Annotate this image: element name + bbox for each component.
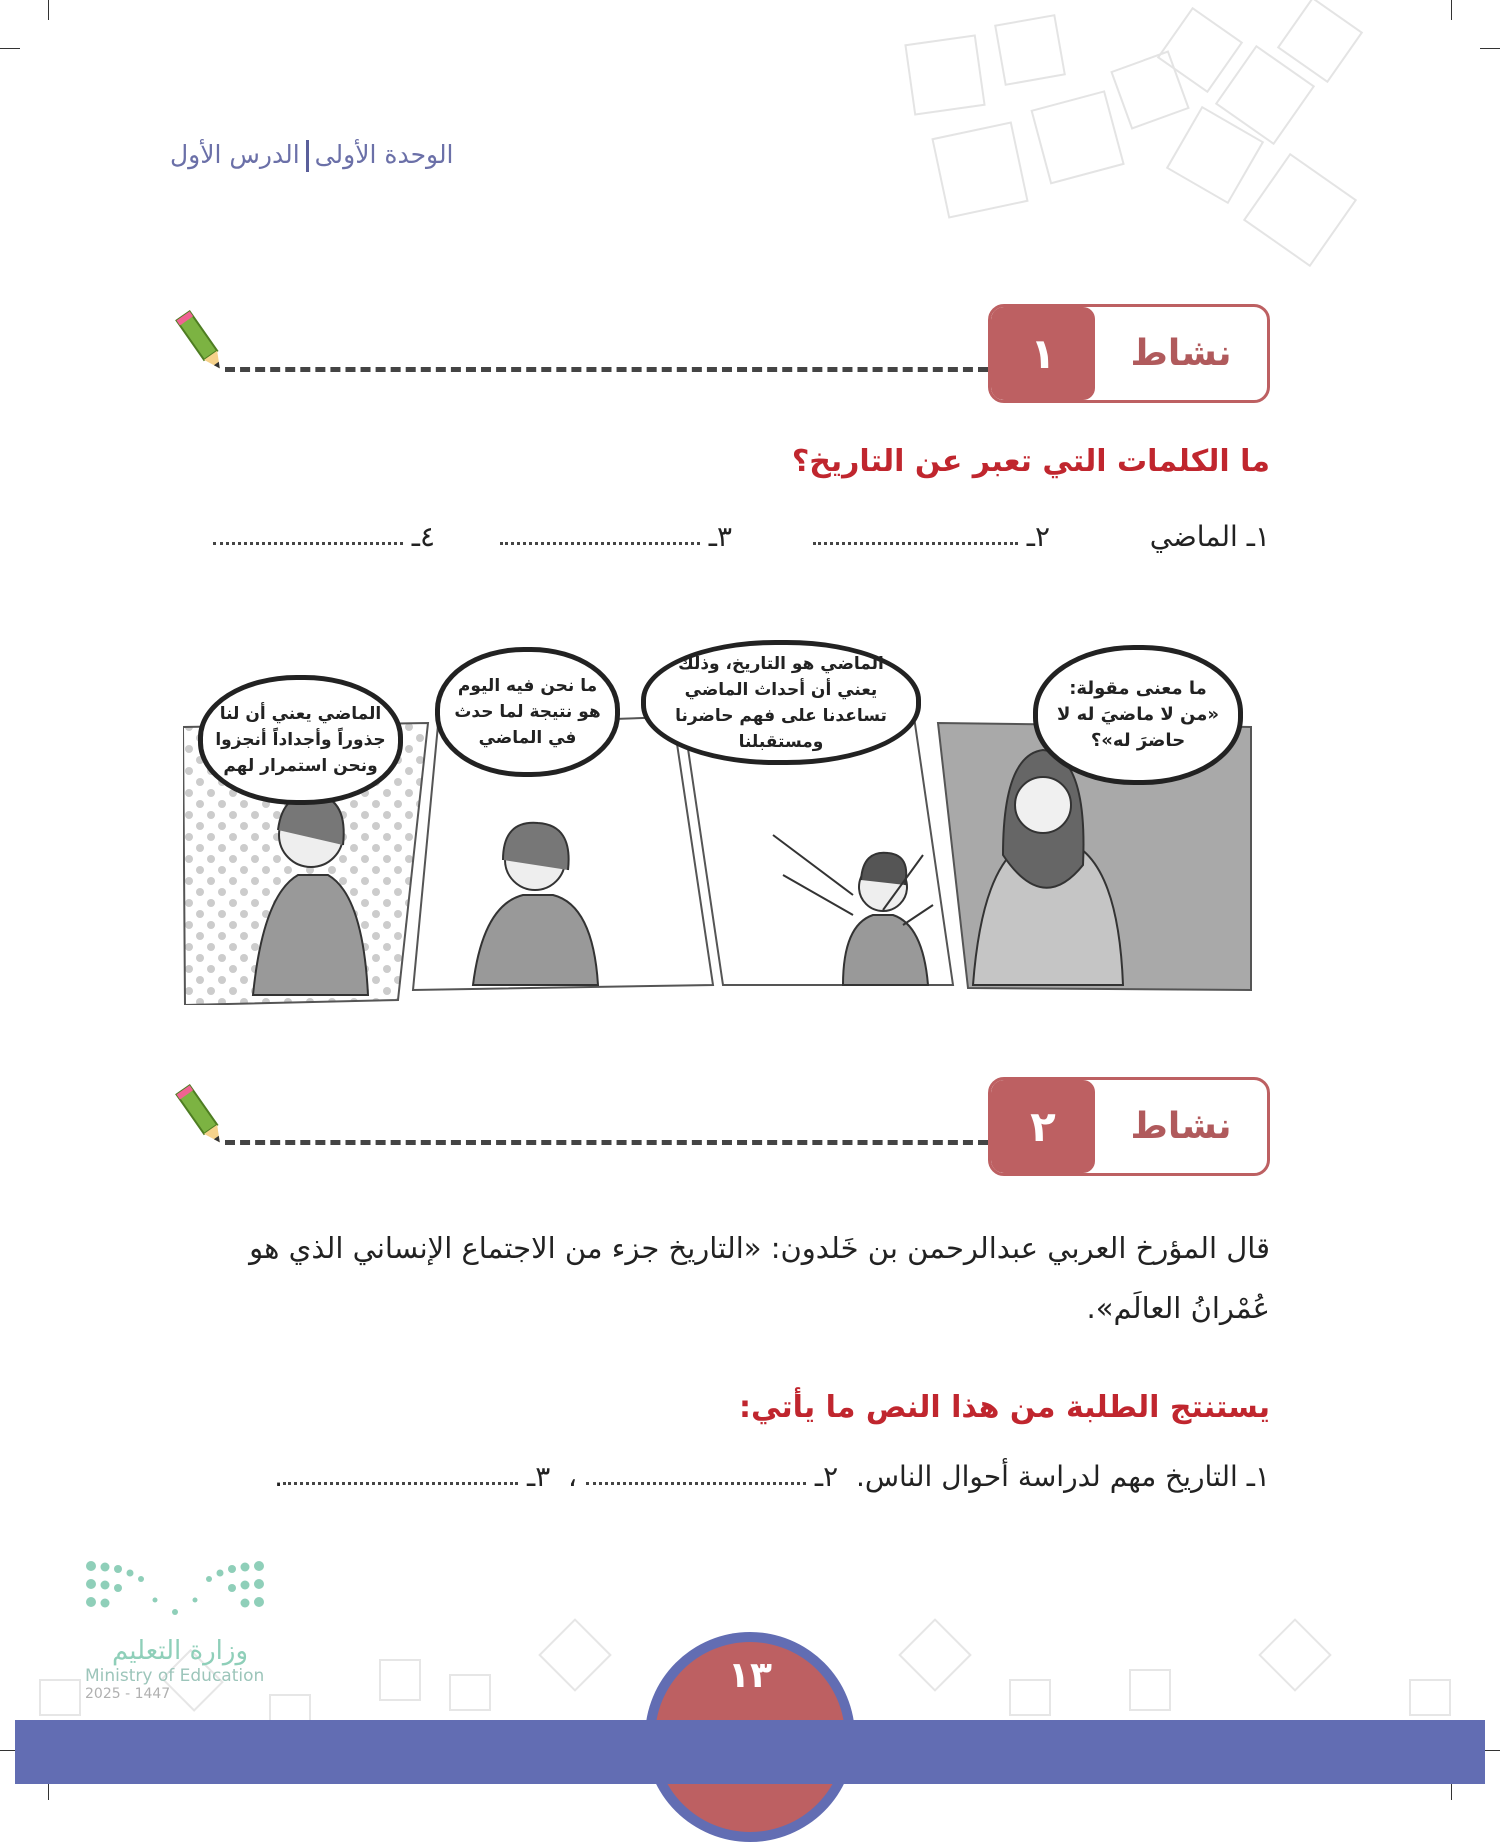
- answer-blank[interactable]: [813, 531, 1018, 545]
- dashed-line: [225, 367, 988, 372]
- activity-1-badge: [988, 304, 1270, 403]
- activity-1-question: ما الكلمات التي تعبر عن التاريخ؟: [791, 444, 1270, 479]
- crop-mark: [1480, 48, 1500, 49]
- dashed-line: [225, 1140, 988, 1145]
- speech-bubble: الماضي هو التاريخ، وذلك يعني أن أحداث الماضي تساعدنا على فهم حاضرنا ومستقبلنا: [641, 640, 921, 765]
- ministry-logo: وزارة التعليم Ministry of Education 2025 - 1447: [85, 1560, 275, 1702]
- conclusion-answers: ١ـ التاريخ مهم لدراسة أحوال الناس. ٢ـ ، ٣ـ .: [274, 1460, 1270, 1493]
- logo-dots-icon: [85, 1560, 265, 1620]
- activity-number: ٢: [991, 1080, 1095, 1173]
- answer-4[interactable]: ٤ـ: [213, 520, 435, 553]
- crop-mark: [0, 48, 20, 49]
- speech-bubble: الماضي يعني أن لنا جذوراً وأجداداً أنجزوا ونحن استمرار لهم: [198, 675, 403, 805]
- crop-mark: [48, 0, 49, 20]
- comic-strip: [183, 655, 1253, 1005]
- answer-2[interactable]: ٢ـ: [813, 520, 1050, 553]
- speech-bubble: ما معنى مقولة: «من لا ماضيَ له لا حاضرَ له»؟: [1033, 645, 1243, 785]
- footer-bar: [15, 1720, 1485, 1784]
- breadcrumb: [170, 140, 500, 172]
- lesson-title: الدرس الأول: [170, 140, 300, 169]
- activity-2-question: يستنتج الطلبة من هذا النص ما يأتي:: [739, 1390, 1270, 1425]
- answer-3[interactable]: ٣ـ: [500, 520, 732, 553]
- quote-paragraph: قال المؤرخ العربي عبدالرحمن بن خَلدون: «التاريخ جزء من الاجتماع الإنساني الذي هو عُمْرانُ العالَم».: [249, 1231, 1270, 1325]
- answer-blank[interactable]: [213, 531, 403, 545]
- activity-label: نشاط: [1130, 333, 1232, 374]
- answer-blank[interactable]: [283, 1471, 518, 1485]
- answer-blank[interactable]: [586, 1471, 806, 1485]
- decorative-pattern: [880, 0, 1440, 280]
- breadcrumb-divider: [306, 140, 309, 172]
- pencil-icon: [172, 308, 232, 378]
- activity-number: ١: [991, 307, 1095, 400]
- crop-mark: [1451, 0, 1452, 20]
- answer-blank[interactable]: [500, 531, 700, 545]
- unit-title: الوحدة الأولى: [314, 140, 454, 169]
- speech-bubble: ما نحن فيه اليوم هو نتيجة لما حدث في الماضي: [435, 647, 620, 777]
- answer-1: ١ـ الماضي: [1149, 520, 1270, 553]
- activity-label: نشاط: [1130, 1106, 1232, 1147]
- pencil-icon: [172, 1082, 232, 1152]
- activity-2-badge: [988, 1077, 1270, 1176]
- page-number: ١٣: [728, 1655, 772, 1696]
